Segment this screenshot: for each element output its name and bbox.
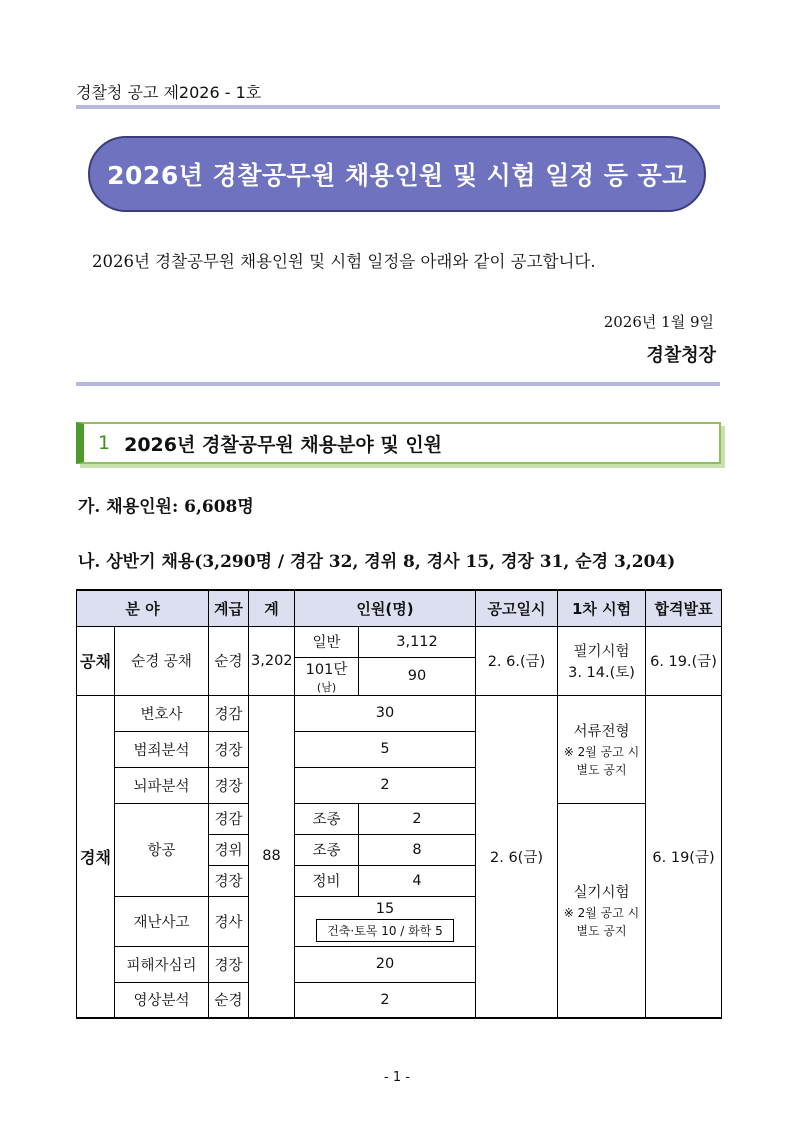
sub-label-cell: 정비 bbox=[295, 865, 359, 896]
count-cell: 4 bbox=[359, 865, 476, 896]
unit101-label: 101단 bbox=[305, 661, 348, 678]
exam1-type: 실기시험 bbox=[573, 884, 630, 901]
total-recruitment: 가. 채용인원: 6,608명 bbox=[78, 497, 254, 517]
header-rank: 계급 bbox=[209, 590, 249, 626]
field-cell: 범죄분석 bbox=[115, 731, 209, 767]
result-cell: 6. 19.(금) bbox=[646, 626, 722, 695]
first-half-recruitment: 나. 상반기 채용(3,290명 / 경감 32, 경위 8, 경사 15, 경장 31, 순경 3,204) bbox=[78, 552, 676, 572]
count-cell: 3,112 bbox=[359, 626, 476, 657]
exam1-cell bbox=[558, 803, 646, 1018]
sub-label-cell bbox=[295, 657, 359, 695]
field-cell: 순경 공채 bbox=[115, 626, 209, 695]
announce-cell: 2. 6.(금) bbox=[476, 626, 558, 695]
field-cell: 변호사 bbox=[115, 695, 209, 731]
table-row bbox=[77, 626, 722, 657]
category-gyeongchae: 경채 bbox=[77, 695, 115, 1018]
rank-cell: 경장 bbox=[209, 767, 249, 803]
count-cell: 90 bbox=[359, 657, 476, 695]
field-cell: 뇌파분석 bbox=[115, 767, 209, 803]
rank-cell: 경위 bbox=[209, 834, 249, 865]
exam1-date: 3. 14.(토) bbox=[568, 664, 635, 681]
issuer-name: 경찰청장 bbox=[646, 345, 716, 366]
total-cell: 88 bbox=[249, 695, 295, 1018]
count-cell: 5 bbox=[295, 731, 476, 767]
count-cell: 8 bbox=[359, 834, 476, 865]
header-announce: 공고일시 bbox=[476, 590, 558, 626]
header-divider bbox=[76, 382, 720, 386]
table-header-row bbox=[77, 590, 722, 626]
count-cell bbox=[295, 896, 476, 946]
notice-date: 2026년 1월 9일 bbox=[603, 313, 714, 331]
rank-cell: 순경 bbox=[209, 626, 249, 695]
sub-label-cell: 일반 bbox=[295, 626, 359, 657]
rank-cell: 경감 bbox=[209, 803, 249, 834]
sub-label-cell: 조종 bbox=[295, 834, 359, 865]
notice-number: 경찰청 공고 제2026 - 1호 bbox=[76, 83, 262, 102]
header-field: 분 야 bbox=[77, 590, 209, 626]
table-row bbox=[77, 803, 722, 834]
exam1-type: 서류전형 bbox=[573, 723, 630, 740]
rank-cell: 순경 bbox=[209, 982, 249, 1018]
category-gongchae: 공채 bbox=[77, 626, 115, 695]
field-cell: 항공 bbox=[115, 803, 209, 896]
rank-cell: 경장 bbox=[209, 946, 249, 982]
rank-cell: 경장 bbox=[209, 731, 249, 767]
count-cell: 2 bbox=[295, 767, 476, 803]
announce-cell: 2. 6(금) bbox=[476, 695, 558, 1018]
rank-cell: 경감 bbox=[209, 695, 249, 731]
exam1-note: ※ 2월 공고 시 별도 공지 bbox=[563, 905, 640, 938]
section-title: 2026년 경찰공무원 채용분야 및 인원 bbox=[124, 433, 443, 456]
count-cell: 2 bbox=[295, 982, 476, 1018]
exam1-cell bbox=[558, 626, 646, 695]
section-number: 1 bbox=[98, 432, 111, 454]
page-number: - 1 - bbox=[384, 1070, 410, 1085]
disaster-count: 15 bbox=[375, 900, 395, 917]
page-title: 2026년 경찰공무원 채용인원 및 시험 일정 등 공고 bbox=[107, 161, 687, 190]
rank-cell: 경장 bbox=[209, 865, 249, 896]
result-cell: 6. 19(금) bbox=[646, 695, 722, 1018]
field-cell: 피해자심리 bbox=[115, 946, 209, 982]
count-cell: 20 bbox=[295, 946, 476, 982]
header-result: 합격발표 bbox=[646, 590, 722, 626]
count-cell: 2 bbox=[359, 803, 476, 834]
section-heading bbox=[76, 422, 721, 464]
header-total: 계 bbox=[249, 590, 295, 626]
exam1-note: ※ 2월 공고 시 별도 공지 bbox=[563, 744, 640, 777]
exam1-type: 필기시험 bbox=[573, 643, 630, 660]
recruitment-table bbox=[76, 589, 722, 1019]
count-cell: 30 bbox=[295, 695, 476, 731]
field-cell: 영상분석 bbox=[115, 982, 209, 1018]
sub-label-cell: 조종 bbox=[295, 803, 359, 834]
unit101-note: (남) bbox=[316, 680, 337, 694]
title-banner bbox=[88, 136, 706, 212]
total-cell: 3,202 bbox=[249, 626, 295, 695]
header-personnel: 인원(명) bbox=[295, 590, 476, 626]
field-cell: 재난사고 bbox=[115, 896, 209, 946]
rank-cell: 경사 bbox=[209, 896, 249, 946]
disaster-breakdown: 건축·토목 10 / 화학 5 bbox=[316, 919, 454, 942]
intro-text: 2026년 경찰공무원 채용인원 및 시험 일정을 아래와 같이 공고합니다. bbox=[92, 252, 596, 271]
table-row bbox=[77, 695, 722, 731]
exam1-cell bbox=[558, 695, 646, 803]
top-divider bbox=[76, 105, 720, 109]
header-exam1: 1차 시험 bbox=[558, 590, 646, 626]
